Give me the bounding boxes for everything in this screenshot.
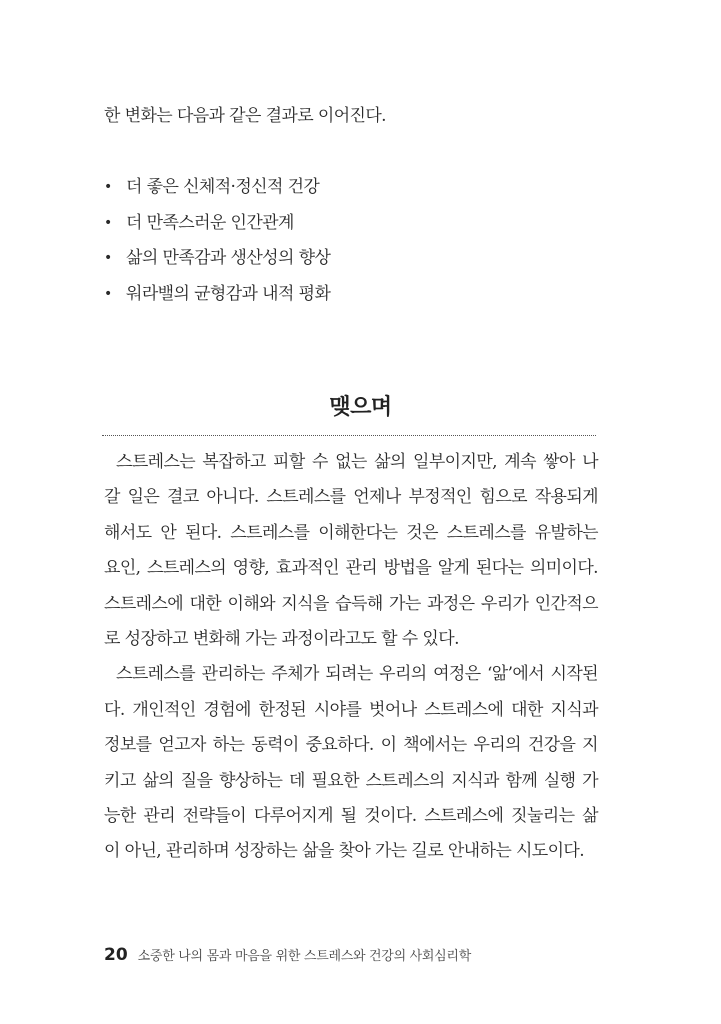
bullet-item <box>104 175 330 211</box>
paragraph-2-line: 정보를 얻고자 하는 동력이 중요하다. 이 책에서는 우리의 건강을 지 <box>104 735 598 756</box>
result-bullet-list <box>104 175 330 317</box>
bullet-text: 삶의 만족감과 생산성의 향상 <box>126 248 331 268</box>
bullet-dot-icon: • <box>104 214 112 231</box>
paragraph-1-line: 갈 일은 결코 아니다. 스트레스를 언제나 부정적인 힘으로 작용되게 <box>104 487 598 508</box>
bullet-dot-icon: • <box>104 179 112 195</box>
bullet-text: 워라밸의 균형감과 내적 평화 <box>126 283 331 304</box>
paragraph-1-line: 스트레스에 대한 이해와 지식을 습득해 가는 과정은 우리가 인간적으 <box>104 593 598 614</box>
bullet-item <box>104 246 330 282</box>
bullet-item <box>104 282 330 318</box>
bullet-item <box>104 211 330 247</box>
bullet-dot-icon: • <box>104 250 112 266</box>
running-book-title: 소중한 나의 몸과 마음을 위한 스트레스와 건강의 사회심리학 <box>137 949 471 964</box>
paragraph-1-line: 로 성장하고 변화해 가는 과정이라고도 할 수 있다. <box>104 628 459 649</box>
paragraph-2-line: 능한 관리 전략들이 다루어지게 될 것이다. 스트레스에 짓눌리는 삶 <box>104 805 598 826</box>
page-footer <box>104 945 471 965</box>
section-title: 맺으며 <box>329 395 392 420</box>
bullet-dot-icon: • <box>104 285 112 302</box>
paragraph-1-line: 요인, 스트레스의 영향, 효과적인 관리 방법을 알게 된다는 의미이다. <box>104 558 598 579</box>
page-number: 20 <box>104 945 128 965</box>
paragraph-1-line: 해서도 안 된다. 스트레스를 이해한다는 것은 스트레스를 유발하는 <box>104 522 598 543</box>
paragraph-2-line: 이 아닌, 관리하며 성장하는 삶을 찾아 가는 길로 안내하는 시도이다. <box>104 841 585 862</box>
paragraph-2-line: 스트레스를 관리하는 주체가 되려는 우리의 여정은 ‘앎’에서 시작된 <box>116 664 598 685</box>
intro-sentence: 한 변화는 다음과 같은 결과로 이어진다. <box>104 106 386 126</box>
paragraph-2-line: 다. 개인적인 경험에 한정된 시야를 벗어나 스트레스에 대한 지식과 <box>104 699 598 720</box>
paragraph-2-line: 키고 삶의 질을 향상하는 데 필요한 스트레스의 지식과 함께 실행 가 <box>104 770 598 791</box>
paragraph-1-line: 스트레스는 복잡하고 피할 수 없는 삶의 일부이지만, 계속 쌓아 나 <box>116 452 598 472</box>
bullet-text: 더 만족스러운 인간관계 <box>126 212 294 233</box>
bullet-text: 더 좋은 신체적·정신적 건강 <box>126 177 320 197</box>
dotted-divider <box>102 435 596 436</box>
body-text <box>104 447 598 872</box>
